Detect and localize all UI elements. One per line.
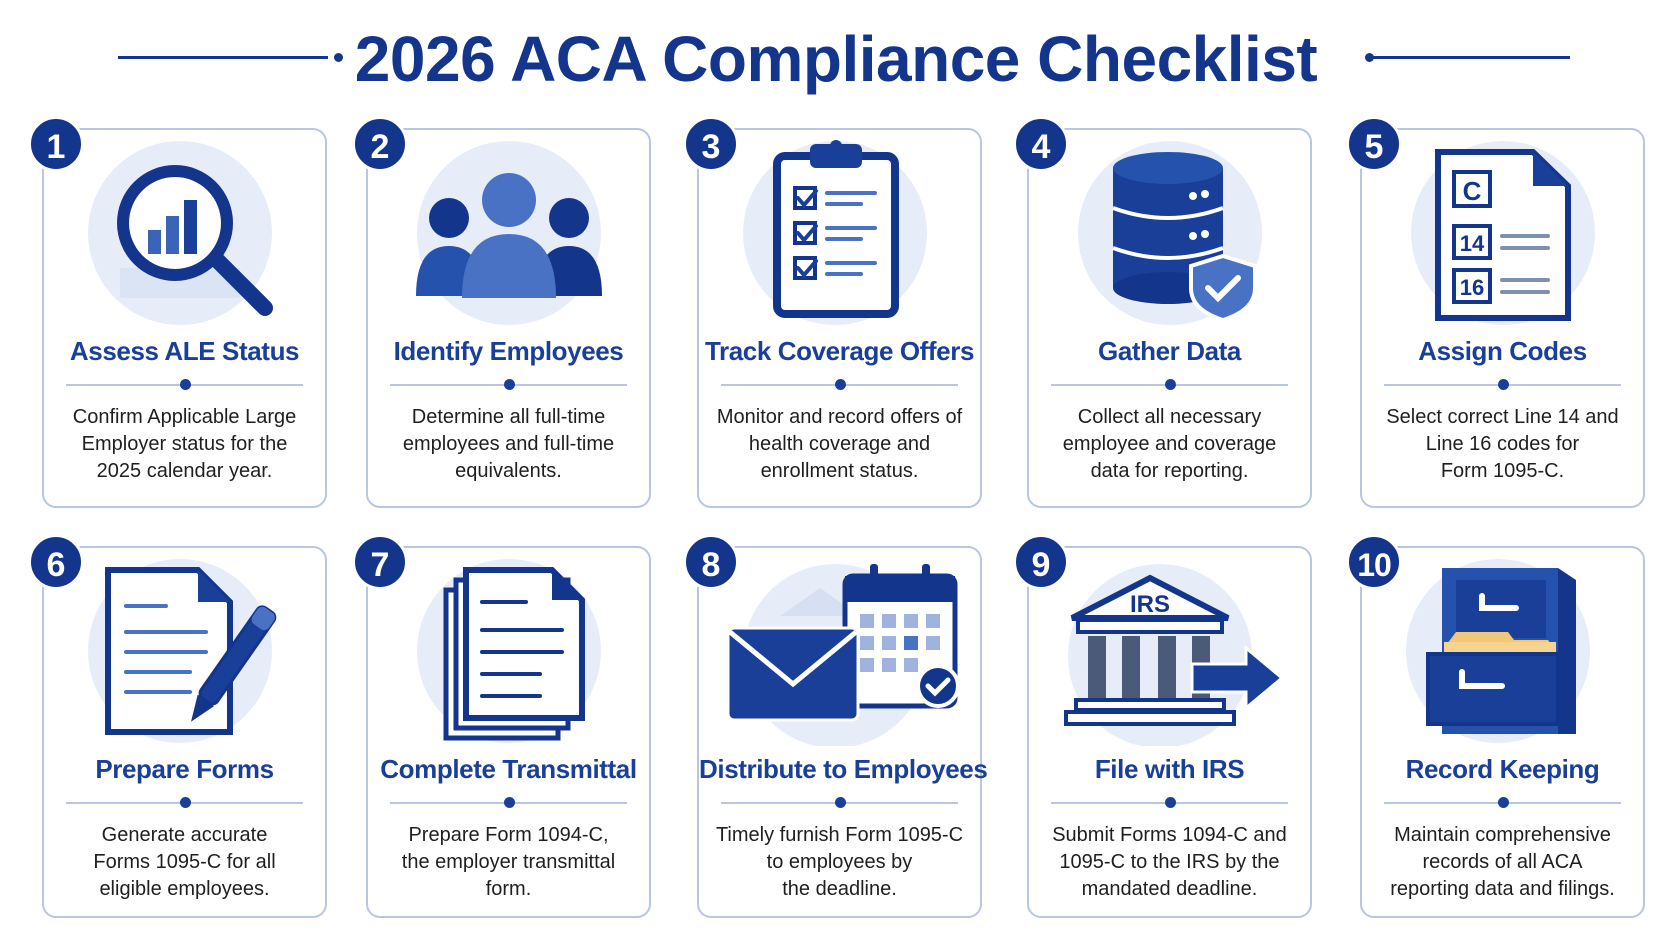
step-card-9 — [1027, 546, 1312, 918]
page-title: 2026 ACA Compliance Checklist — [354, 23, 1318, 95]
divider-dot — [1165, 797, 1176, 808]
step-card-6 — [42, 546, 327, 918]
step-number-badge: 8 — [683, 534, 739, 590]
step-description: Determine all full-time employees and full-time equivalents. — [402, 406, 615, 482]
step-number-badge: 9 — [1013, 534, 1069, 590]
step-description: Select correct Line 14 and Line 16 codes for Form 1095-C. — [1386, 406, 1619, 482]
divider-dot — [504, 379, 515, 390]
step-title: Assign Codes — [1418, 336, 1587, 366]
divider-dot — [835, 797, 846, 808]
step-title: Prepare Forms — [95, 754, 274, 784]
step-number-badge: 1 — [28, 116, 84, 172]
step-title: Distribute to Employees — [699, 754, 988, 784]
title-rule-right — [1372, 56, 1570, 59]
step-description: Confirm Applicable Large Employer status for the 2025 calendar year. — [72, 406, 297, 482]
step-card-1 — [42, 128, 327, 508]
step-title: Identify Employees — [393, 336, 624, 366]
step-description: Collect all necessary employee and coverage data for reporting. — [1062, 406, 1277, 482]
irs-building-arrow-icon — [1029, 556, 1310, 746]
step-number-badge: 2 — [352, 116, 408, 172]
divider-dot — [1498, 797, 1509, 808]
divider-dot — [180, 379, 191, 390]
clipboard-checklist-icon — [699, 138, 980, 328]
divider-dot — [1498, 379, 1509, 390]
step-title: Record Keeping — [1405, 754, 1600, 784]
divider-dot — [504, 797, 515, 808]
header — [0, 18, 1672, 98]
step-title: File with IRS — [1094, 754, 1245, 784]
step-card-4 — [1027, 128, 1312, 508]
database-shield-icon — [1029, 138, 1310, 328]
step-card-8 — [697, 546, 988, 918]
step-number-badge: 6 — [28, 534, 84, 590]
step-card-5 — [1360, 128, 1645, 508]
step-card-10 — [1357, 546, 1645, 918]
step-card-2 — [366, 128, 651, 508]
divider-dot — [1165, 379, 1176, 390]
divider-dot — [835, 379, 846, 390]
step-title: Gather Data — [1098, 336, 1241, 366]
stacked-documents-icon — [368, 556, 649, 746]
step-description: Prepare Form 1094-C, the employer transmittal form. — [401, 824, 616, 900]
step-card-3 — [697, 128, 982, 508]
step-title: Complete Transmittal — [380, 754, 637, 784]
step-card-7 — [366, 546, 651, 918]
filing-cabinet-icon — [1362, 556, 1643, 746]
divider-dot — [180, 797, 191, 808]
step-description: Submit Forms 1094-C and 1095-C to the IRS by the mandated deadline. — [1052, 824, 1287, 900]
code-label: 16 — [1459, 275, 1484, 300]
step-title: Assess ALE Status — [69, 336, 300, 366]
step-description: Maintain comprehensive records of all ACA reporting data and filings. — [1390, 824, 1615, 900]
step-number-badge: 3 — [683, 116, 739, 172]
step-description: Timely furnish Form 1095-C to employees by the deadline. — [715, 824, 964, 900]
step-number-badge: 5 — [1346, 116, 1402, 172]
step-title: Track Coverage Offers — [704, 336, 975, 366]
document-pen-icon — [44, 556, 325, 746]
people-group-icon — [368, 138, 649, 328]
step-description: Generate accurate Forms 1095-C for all eligible employees. — [93, 824, 276, 900]
step-number-badge: 7 — [352, 534, 408, 590]
envelope-calendar-icon — [699, 556, 980, 746]
magnifier-chart-icon — [44, 138, 325, 328]
irs-label: IRS — [1129, 591, 1170, 618]
coded-document-icon — [1362, 138, 1643, 328]
step-number-badge: 4 — [1013, 116, 1069, 172]
step-description: Monitor and record offers of health coverage and enrollment status. — [716, 406, 963, 482]
code-label: C — [1462, 176, 1481, 206]
code-label: 14 — [1459, 231, 1484, 256]
step-number-badge: 10 — [1346, 534, 1402, 590]
